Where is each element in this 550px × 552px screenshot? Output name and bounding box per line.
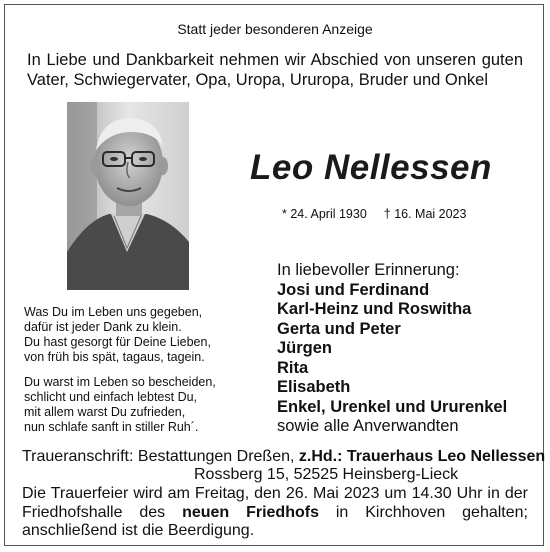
funeral-text-2: in Kirchhoven gehalten; anschließend ist die Beerdigung.: [22, 503, 528, 539]
deceased-name: Leo Nellessen: [250, 148, 492, 187]
death-date: † 16. Mai 2023: [383, 207, 467, 221]
mourners-intro: In liebevoller Erinnerung:: [277, 261, 460, 279]
poem-line: Du warst im Leben so bescheiden,: [24, 375, 216, 389]
mourner-name: Elisabeth: [277, 378, 351, 396]
notice-header: Statt jeder besonderen Anzeige: [177, 21, 373, 37]
address-recipient: z.Hd.: Trauerhaus Leo Nellessen: [298, 448, 546, 465]
portrait-photo-image: [67, 102, 189, 290]
address-label: Traueranschrift: Bestattungen Dreßen,: [22, 448, 295, 465]
poem-stanza-1: [24, 305, 254, 365]
mourner-name: Gerta und Peter: [277, 319, 401, 338]
poem-line: nun schlafe sanft in stiller Ruh´.: [24, 420, 199, 434]
poem-line: Was Du im Leben uns gegeben,: [24, 305, 203, 319]
funeral-info: [22, 485, 528, 541]
intro-text: In Liebe und Dankbarkeit nehmen wir Abschied von unseren guten Vater, Schwiegervater, Opa, Uropa, Ururopa, Bruder und Onkel: [27, 51, 523, 89]
poem-line: mit allem warst Du zufrieden,: [24, 405, 186, 419]
life-dates: [282, 207, 466, 221]
poem-stanza-2: [24, 375, 254, 435]
mourner-name: Karl-Heinz und Roswitha: [277, 300, 472, 318]
funeral-text-1: Die Trauerfeier wird am Freitag, den 26. Mai 2023 um 14.30 Uhr in der Friedhofshalle des: [22, 485, 528, 521]
poem-line: schlicht und einfach lebtest Du,: [24, 390, 198, 404]
poem-line: Du hast gesorgt für Deine Lieben,: [24, 335, 211, 349]
mourner-name: Jürgen: [277, 339, 333, 357]
poem-line: von früh bis spät, tagaus, tagein.: [24, 350, 205, 364]
portrait-photo: [67, 102, 189, 290]
mourners-list: [277, 261, 507, 437]
mourner-name: Josi und Ferdinand: [277, 280, 430, 299]
address-street: Rossberg 15, 52525 Heinsberg-Lieck: [194, 466, 459, 483]
mourner-name: Rita: [277, 358, 309, 377]
mourner-name: Enkel, Urenkel und Ururenkel: [277, 397, 508, 416]
mourners-closing: sowie alle Anverwandten: [277, 417, 459, 435]
funeral-location: neuen Friedhofs: [182, 503, 319, 521]
poem-line: dafür ist jeder Dank zu klein.: [24, 320, 182, 334]
birth-date: * 24. April 1930: [282, 207, 367, 221]
mourning-address: [22, 448, 545, 466]
